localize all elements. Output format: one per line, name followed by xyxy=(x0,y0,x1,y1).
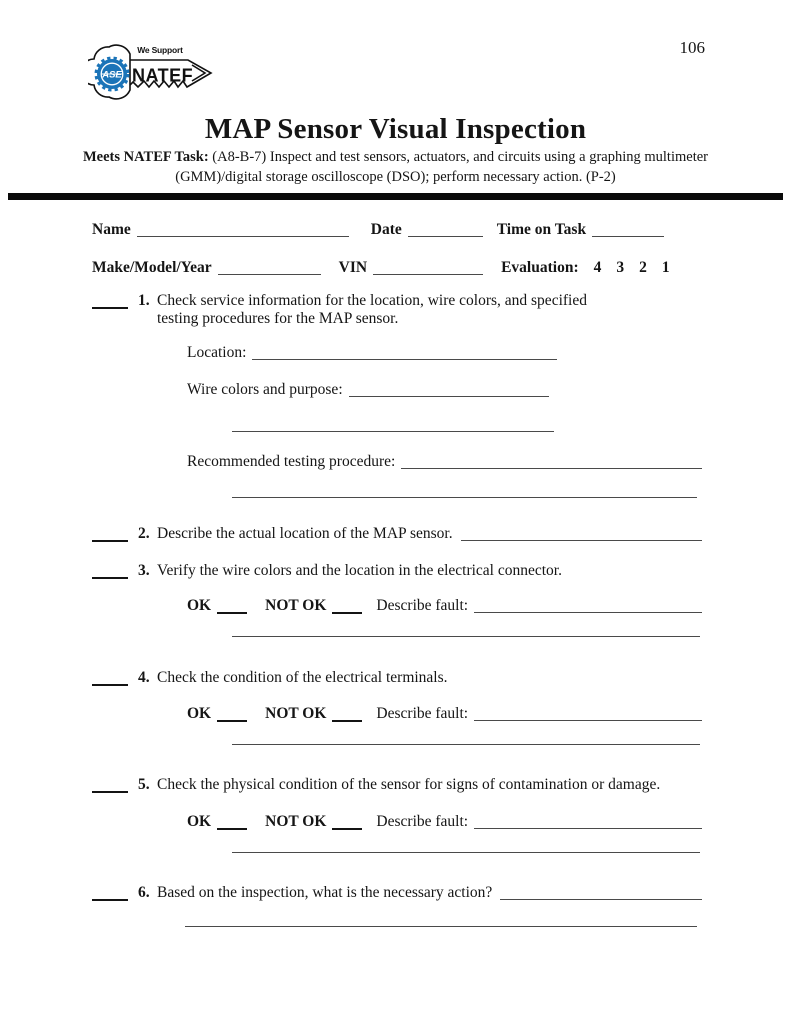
task-4-ok-row xyxy=(187,705,702,723)
evaluation-label: Evaluation: xyxy=(501,259,579,276)
make-model-year-label: Make/Model/Year xyxy=(92,259,212,276)
recommended-procedure-row xyxy=(187,453,702,471)
wire-colors-label: Wire colors and purpose: xyxy=(187,381,343,398)
worksheet-form xyxy=(92,221,702,927)
ase-emblem-text: ASE xyxy=(102,69,122,81)
task-4-fault-blank xyxy=(474,705,702,721)
task-2-answer-blank xyxy=(461,525,702,541)
logo-tagline: We Support xyxy=(137,45,183,55)
page-title: MAP Sensor Visual Inspection xyxy=(204,113,587,145)
task-item-6 xyxy=(92,884,702,902)
task-6-number: 6. xyxy=(138,884,150,901)
date-label: Date xyxy=(370,221,402,238)
task-4-number: 4. xyxy=(138,669,150,686)
header-divider xyxy=(8,193,783,200)
task-4-describe-fault-label: Describe fault: xyxy=(376,705,469,722)
task-3-not-ok-blank xyxy=(332,597,362,614)
task-3-ok-label: OK xyxy=(187,597,212,614)
task-4-not-ok-blank xyxy=(332,705,362,722)
task-4-ok-label: OK xyxy=(187,705,212,722)
task-5-text: Check the physical condition of the sensor for signs of contamination or damage. xyxy=(157,776,661,793)
task-4-text: Check the condition of the electrical terminals. xyxy=(157,669,448,686)
time-on-task-blank xyxy=(592,221,664,237)
task-3-check-blank xyxy=(92,562,128,579)
natef-key-logo-graphic xyxy=(88,40,216,104)
name-label: Name xyxy=(92,221,131,238)
task-5-number: 5. xyxy=(138,776,150,793)
vehicle-info-row xyxy=(92,259,702,277)
task-4-check-blank xyxy=(92,669,128,686)
wire-colors-row xyxy=(187,381,702,399)
task-3-fault-continuation-line xyxy=(232,636,700,637)
vin-blank xyxy=(373,259,483,275)
task-label: Meets NATEF Task: xyxy=(83,149,209,165)
task-2-check-blank xyxy=(92,525,128,542)
task-5-fault-continuation-line xyxy=(232,852,700,853)
task-1-text: Check service information for the location, wire colors, and specified testing procedures for the MAP sensor. xyxy=(157,292,587,327)
natef-logo xyxy=(88,40,216,104)
page-number: 106 xyxy=(679,38,705,57)
recommended-procedure-blank xyxy=(401,453,702,469)
task-5-ok-blank xyxy=(217,813,247,830)
evaluation-score-3: 3 xyxy=(616,259,625,276)
task-3-ok-blank xyxy=(217,597,247,614)
task-6-answer-blank xyxy=(500,884,702,900)
location-label: Location: xyxy=(187,344,247,361)
evaluation-score-4: 4 xyxy=(593,259,602,276)
task-5-describe-fault-label: Describe fault: xyxy=(376,813,469,830)
time-on-task-label: Time on Task xyxy=(496,221,587,238)
evaluation-score-2: 2 xyxy=(639,259,647,276)
task-4-not-ok-label: NOT OK xyxy=(265,705,327,722)
logo-org-text: NATEF xyxy=(132,65,194,86)
task-item-1 xyxy=(92,292,702,328)
task-3-ok-row xyxy=(187,597,702,615)
name-date-row xyxy=(92,221,702,239)
wire-colors-blank xyxy=(349,381,549,397)
task-1-check-blank xyxy=(92,292,128,309)
task-5-ok-row xyxy=(187,813,702,831)
task-text: (A8-B-7) Inspect and test sensors, actuators, and circuits using a graphing multimeter (GMM)/digital storage oscilloscope (DSO); perform necessary action. (P-2) xyxy=(175,149,708,185)
task-4-ok-blank xyxy=(217,705,247,722)
task-3-text: Verify the wire colors and the location in the electrical connector. xyxy=(157,562,562,579)
task-5-fault-blank xyxy=(474,813,702,829)
task-item-5 xyxy=(92,776,702,794)
task-3-number: 3. xyxy=(138,562,150,579)
task-item-2 xyxy=(92,525,702,543)
task-item-4 xyxy=(92,669,702,687)
task-6-check-blank xyxy=(92,884,128,901)
task-5-not-ok-blank xyxy=(332,813,362,830)
task-4-fault-continuation-line xyxy=(232,744,700,745)
task-item-3 xyxy=(92,562,702,580)
task-5-check-blank xyxy=(92,776,128,793)
date-blank xyxy=(408,221,483,237)
vin-label: VIN xyxy=(338,259,368,276)
task-3-describe-fault-label: Describe fault: xyxy=(376,597,469,614)
task-5-ok-label: OK xyxy=(187,813,212,830)
natef-task-description xyxy=(76,148,716,187)
task-2-number: 2. xyxy=(138,525,150,542)
evaluation-score-1: 1 xyxy=(661,259,670,276)
name-blank xyxy=(137,221,349,237)
task-3-not-ok-label: NOT OK xyxy=(265,597,327,614)
task-3-fault-blank xyxy=(474,597,702,613)
make-model-year-blank xyxy=(218,259,321,275)
task-1-number: 1. xyxy=(138,292,150,309)
location-blank xyxy=(252,344,557,360)
recommended-procedure-continuation-line xyxy=(232,497,697,498)
location-row xyxy=(187,344,702,362)
task-5-not-ok-label: NOT OK xyxy=(265,813,327,830)
task-2-text: Describe the actual location of the MAP sensor. xyxy=(157,525,453,542)
task-6-answer-continuation-line xyxy=(185,926,697,927)
recommended-procedure-label: Recommended testing procedure: xyxy=(187,453,396,470)
wire-colors-continuation-line xyxy=(232,431,554,432)
task-6-text: Based on the inspection, what is the necessary action? xyxy=(157,884,493,901)
